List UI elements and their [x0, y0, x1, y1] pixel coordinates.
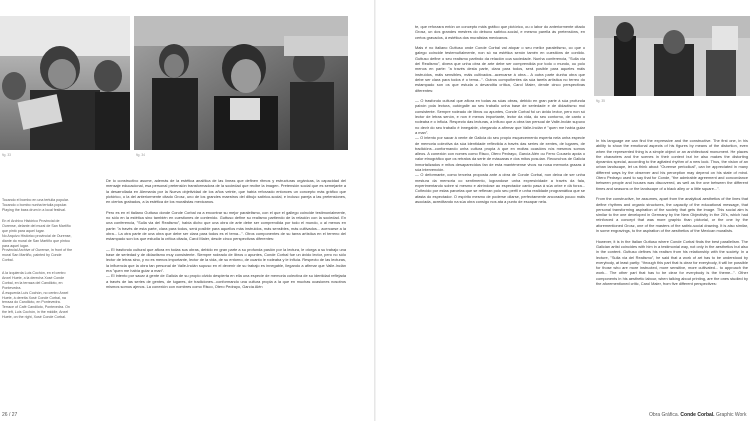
folio-number: 26 / 27 [2, 412, 18, 418]
figure-label-35: fig. 35 [596, 99, 605, 103]
caption-archive-mural: En el Archivo Histórico Provincial de Ourense, delante del mural de San Martiño que pintó para aquel lugar. No Arquivo Histórico provincial de Ourense, diante do mural de San Martiño que pintou para aquel lugar. Provincial Archive of Ourense, in front of the mural San Martiño, painted by Conde Corbal. [2, 219, 73, 263]
book-gutter [374, 0, 376, 421]
footer-title: Conde Corbal. [680, 412, 715, 418]
footer-prefix: Obra Gráfica. [649, 412, 680, 418]
photo-conde-corbal-portrait [594, 16, 750, 96]
photo-conde-corbal-portrait-image [594, 16, 750, 96]
figure-label-34: fig. 34 [136, 153, 145, 157]
caption-terrace-candiloto: A la izquierda Luís Cochón, en el centro Anxel Huete, a la derecha Xosé Conde Corbal, en la terraza del Candiloto, en Pontevedra. Á esquerda Luís Cochón, no centro Anxel Huete, á dereita Xosé Conde Corbal, na terraza do Candiloto, en Pontevedra. Terrace of Café Candiloto, Pontevedra. On the left, Luís Cochón, in the middle, Anxel Huete, on the right, Xosé Conde Corbal. [2, 271, 70, 320]
footer-book-title [649, 412, 746, 418]
footer-suffix: Graphic Work [715, 412, 747, 418]
caption-bass-drum: Tocando el bombo en una tertulia popular. Tocando o bombo nunha tertulia popular. Playing the bass drum in a local festival. [2, 198, 69, 212]
photo-castelao-singing [0, 16, 130, 150]
photo-castelao-crowd [134, 16, 348, 150]
photo-castelao-crowd-image [134, 16, 348, 150]
photo-castelao-singing-image [0, 16, 130, 150]
body-text-left-page: De lo constructivo asume, además de la estética analítica de las líneas que definen ritmos y estructuras orgánicas, la capacidad del mensaje educacional, esa personal pretensión transformadora de la sociedad que recibe la imagen. Pretensión social que es semejante a la desarrollada en Alemania por la Nueva objetividad de los años veinte, que había reforzado entonces un concepto más gráfico que pictórico, o la del anteriormente citado Grosz, uno de los grandes maestros del dibujo satírico-social, e incluso pareja a las pretensiones, en ciertos grabados, a la estética de los muralistas mexicanos. Pero es en el italiano Guttuso donde Conde Corbal va a encontrar su mejor paralelismo, con el que el gallego coincide testimonialmente, no sólo en la estética sino también en cuestiones de contenido. Guttuso define su realismo partiendo de la relación con la sociedad. En una conferencia, "Sulla via del Realismo", había dicho que una obra de arte debe ser comprendida por todo el mundo, o al menos en parte: "a través de esta parte, clara para todos, será posible para aquellos más instruidos, más sensibles, más cultivados... acercarse a la obra... La otra parte de una obra que debe ser clara para todos es el tema...". Otros componentes de su tarea artística en el terreno del estampado son los que estudia la crítica citada, Carol Maier, desde cinco perspectivas diferentes: — El trasfondo cultural que aflora en todas sus obras, debido en gran parte a su profunda pasión por la lectura, le otorga a su trabajo una base de seriedad y de didactismo muy consistente. Siempre rodeado de libros o apuntes, Conde Corbal fue un ávido lector, pero no sólo lector de letras sino, y no es menos importante, lector de la vida, de su entorno, de cuanto le rodeaba y le influía. Respecto de las lecturas, la influencia que la obra tan personal de Valle-Inclán supuso en el devenir de su trabajo es innegable, llegando a afirmar que Valle-Inclán era "quen me había guiar a man". — El intento por sacar á gente de Galicia de su propio olvido despierta en ella una especie de memoria colectiva de su identidad reflejada a través de las series de gentes, de lugares, de tradiciones...conformando una cultura propia a la que en muchas ocasiones nosotros mismos somos ajenos. La conexión con nombres como Risco, Otero Pedrayo, García Alén [106, 178, 346, 289]
body-text-english-column: In his language we can find the expressive and the constructive. The first one, in his ability to show the emotional aspects of his figures by means of the distortion, even when the represented thing is a simple object or an architectural monument. He places the characters and the scenes in their context but he also makes the distorting dynamics special, according to the agitated rhythm of a new look. Thus, the vision of an urban landscape, let us think about "Ourense periodical", can be appreciated in many different ways by the observer and his perception may depend on his state of mind. Otero Pedrayo used to say that for Conde, "the admirable agreement and concordance between people and houses was discovered, as well as the one between the different times and seasons or the landscape of a black alley or a little square...". From the constructive, he assumes, apart from the analytical aesthetics of the lines that define rhythms and organic structures, the capacity of the educational message, that personal transforming aspiration of the society that gets the image. This social aim is similar to the one developed in Germany by the New Objectivity in the 20's, which had reinforced a concept that was more graphic than pictorial, or the one by the aforementioned Grosz, one of the masters of the satiric-social drawing. It is also similar, in some engravings, to the aspiration of the aesthetics of the Mexican muralists. However, it is in the Italian Guttuso where Conde Corbal finds the best parallelism. The Galician artist coincides with him in a testimonial way, not only in the aesthetics but also in the content. Guttuso defines his realism from his relationship with the society. In a lecture, "Sulla via del Realismo", he said that a work of art has to be understood by everybody, at least partly: "through this part that is clear for everybody, it will be possible for those who are more instructed, more sensitive, more cultivated... to approach the work... The other part that has to be clear for everybody is the theme...". Other components in his aesthetic labour, when talking about printing, are the ones studied by the aforementioned critic, Carol Maier, from five different perspectives: [596, 138, 748, 287]
body-text-galician-column: te, que reforzara entón un concepto máis gráfico que pictórico, ou o labor do anteriormente citado Grosz, un dos grandes mestres do debuxo satírico-social, e mesmo parella ás pretensións, en certos gravados, á estética dos muralistas mexicanos. Mais é no italiano Guttuso onde Conde Corbal vai atopar o seu mellor paralelismo, co que o galego coincide testemuñalmente, non só na estética senón tamén en cuestións de contido. Guttuso define o seu realismo partindo da relación coa sociedade. Nunha conferencia, "Sulla via del Realismo", dixera que unha obra de arte debe ser comprendida por todo o mundo, ou polo menos en parte: "a través desta parte, clara para todos, será posible para aqueles máis instruídos, máis sensibles, máis cultivados...acercarse á obra... A outra parte dunha obra que debe ser clara para todos é o tema...". Outros compoñentes da súa tarefa artística no terreo do estampado son os que estuda a devandita crítica, Carol Maier, dende cinco perspectivas diferentes: — O trasfondo cultural que aflora en todas as súas obras, debido en gran parte á súa profunda paixón pola lectura, outórgalle ao seu traballo unha base de seriedade e de didactismo moi consistente. Sempre rodeado de libros ou apuntes, Conde Corbal foi un ávido lector, pero non só lector de letras senón, e non é menos importante, lector da vida, do seu contorno, de canto o rodeaba e o influía. Respecto das lecturas, a influxo que a obra tan persoal de Valle-Inclán supuxo no devir do seu traballo é innegable, chegando a afirmar que Valle-Inclán é "quen me había guiar a man". — O intento por sacar á xente de Galicia do seu propio esquecemento esperta nela unha especie de memoria colectiva da súa identidade reflectida a través das series de xentes, de lugares, de tradicións...conformando unha cultura propia á que en moitas ocasións nós mesmos somos alleos. A conexión con nomes como Risco, Otero Pedrayo, García Alén ou Ferro Couselo apoia o valor etnográfico que os retratos da serie de máscaras e dos mitos posuían. Recunchos de Galicia inmortalizados e mitos desaparecidos fan de esta mantémense vivos na nosa memoria grazas á súa intervención. — O deformante, como terceira proposta ante a obra de Conde Corbal, non deixa de ser unha mestura da memoria co sentimento, lograndose unha expresividade a través da fala, experimentando sobre si mesmo e abríndose ao espectador canto pasa á súa orixe e dá forza... Coñecido por estas parcelas que se reflexan polo seu perfil e unha realidade programática que se afasta do espectador. O espírito mesmo de poderse ollarse, perfectamente ancorada pouco máis asociada, acreditando na súa obra consigo nos ata a punto de escapar nela. [415, 24, 585, 204]
figure-label-33: fig. 33 [2, 153, 11, 157]
